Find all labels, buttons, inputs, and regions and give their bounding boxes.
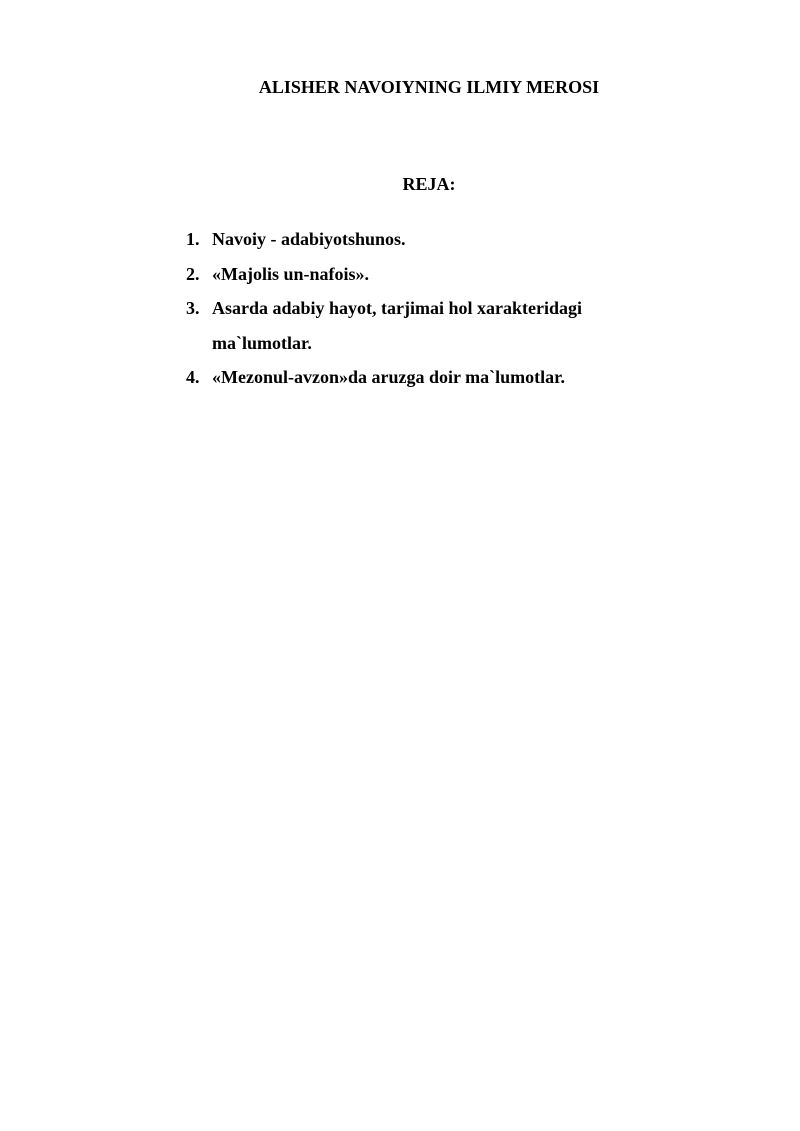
plan-item-text: Asarda adabiy hayot, tarjimai hol xarakteridagi ma`lumotlar. [212, 298, 583, 353]
plan-item-number: 3. [186, 298, 200, 318]
plan-item-number: 1. [186, 229, 200, 249]
plan-item-number: 2. [186, 263, 200, 284]
plan-item-text: Navoiy - adabiyotshunos. [212, 229, 406, 249]
plan-item [186, 360, 646, 395]
plan-item [186, 257, 646, 292]
plan-item [186, 291, 646, 360]
plan-item-text: «Majolis un-nafois». [212, 263, 370, 284]
plan-item-text: «Mezonul-avzon»da aruzga doir ma`lumotlar. [212, 367, 565, 387]
plan-item-number: 4. [186, 367, 200, 387]
document-title: ALISHER NAVOIYNING ILMIY MEROSI [258, 77, 600, 97]
plan-item [186, 222, 646, 257]
plan-list [186, 222, 646, 395]
plan-heading: REJA: [402, 174, 456, 194]
